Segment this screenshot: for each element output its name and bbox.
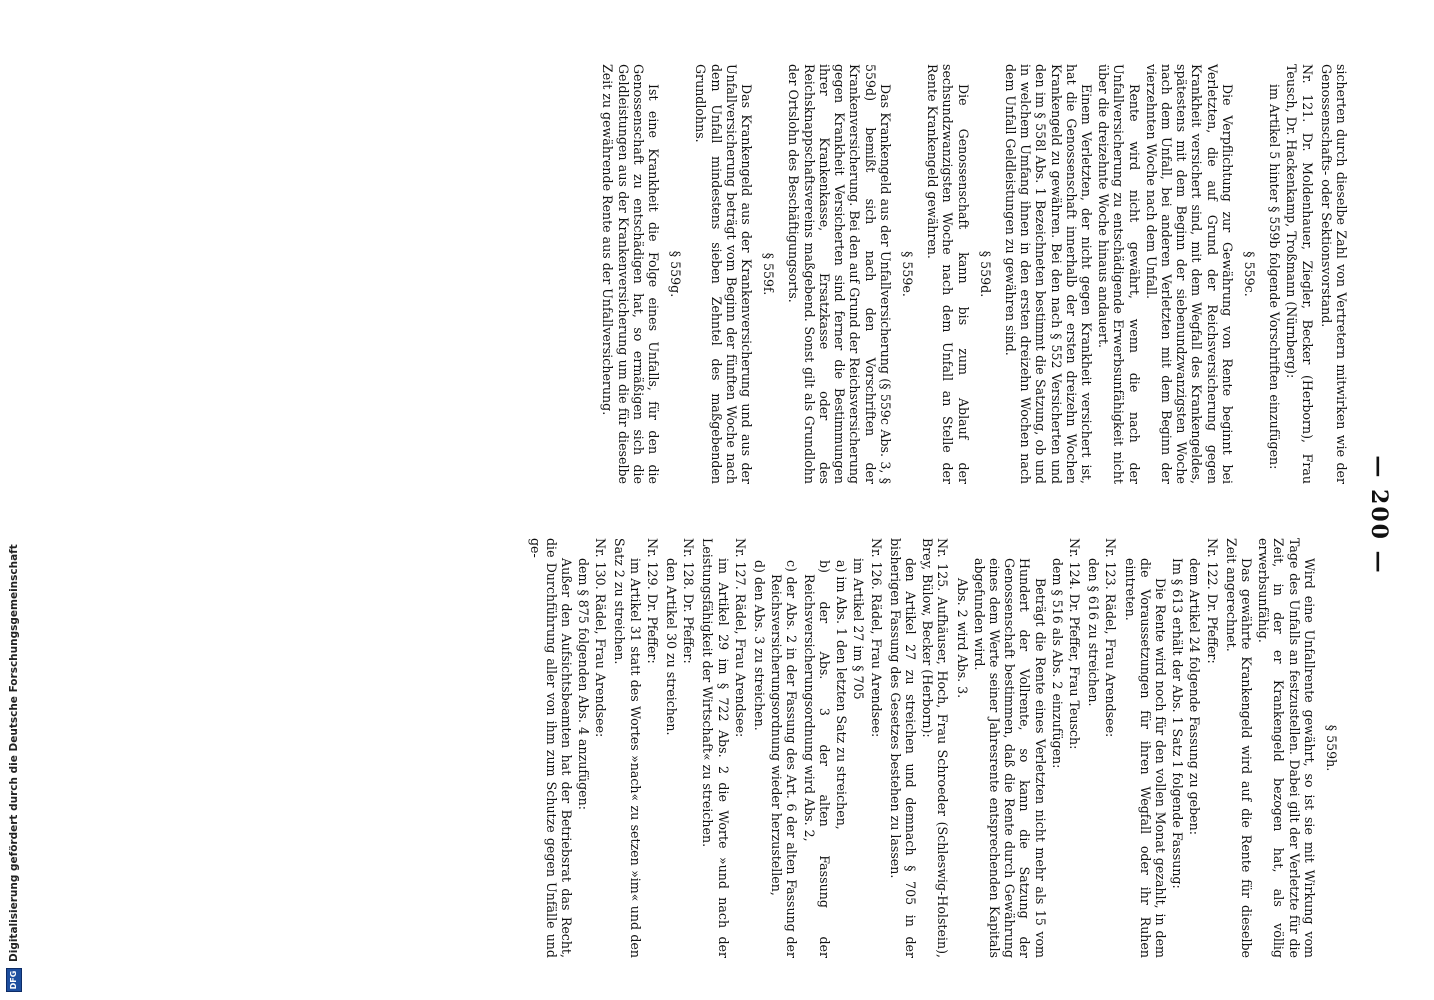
motion-header: Nr. 123. Rädel, Frau Arendsee: bbox=[1103, 538, 1119, 738]
motion-header: Nr. 129. Dr. Pfeffer: bbox=[644, 538, 660, 664]
motion-header: Nr. 121. Dr. Moldenhauer, Ziegler, Becker (Herborn), Frau Teusch, Dr. Hackenkamp, Troßmann (Nürnberg): bbox=[1284, 64, 1315, 484]
section-heading: § 559e. bbox=[899, 251, 915, 297]
body-paragraph: Außer den Aufsichtsbeamten hat der Betriebsrat das Recht, die Durchführung aller von ihm zum Schutze gegen Unfälle und ge- bbox=[528, 538, 574, 958]
motion-header: Nr. 126. Rädel, Frau Arendsee: bbox=[868, 538, 884, 738]
text-line: den Artikel 30 zu streichen. bbox=[664, 558, 680, 736]
section-heading: § 559c. bbox=[1241, 251, 1257, 297]
motion-header: Nr. 127. Rädel, Frau Arendsee: bbox=[732, 538, 748, 738]
section-heading: § 559g. bbox=[668, 250, 684, 298]
motion-header: Nr. 122. Dr. Pfeffer: bbox=[1204, 538, 1220, 664]
text-line: im Artikel 5 hinter § 559b folgende Vorschriften einzufügen: bbox=[1267, 84, 1283, 470]
motion-header: Nr. 124. Dr. Pfeffer, Frau Teusch: bbox=[1066, 538, 1082, 750]
motion-header: Nr. 130. Rädel, Frau Arendsee: bbox=[593, 538, 609, 738]
body-paragraph: Das gewährte Krankengeld wird auf die Rente für dieselbe Zeit angerechnet. bbox=[1223, 538, 1254, 958]
list-item: d) den Abs. 3 zu streichen. bbox=[752, 560, 768, 731]
text-line: dem § 875 folgenden Abs. 4 anzufügen: bbox=[576, 558, 592, 810]
body-paragraph: Wird eine Unfallrente gewährt, so ist sie mit Wirkung vom Tage des Unfalls an festzustellen. Dabei gilt der Verletzte für die Zeit, in der er Krankengeld bezogen hat, als völlig erwerbsunfähig. bbox=[1256, 538, 1317, 958]
motion-header: Nr. 125. Aufhäuser, Hoch, Frau Schroeder (Schleswig-Holstein), Brey, Bülow, Becker (Herborn): bbox=[920, 538, 951, 958]
body-paragraph: Rente wird nicht gewährt, wenn die nach der Unfallversicherung zu entschädigende Erwerbsunfähigkeit nicht über die dreizehnte Woche hinaus andauert. bbox=[1096, 64, 1142, 484]
left-text-column bbox=[598, 64, 1349, 484]
list-item: a) im Abs. 1 den letzten Satz zu streichen, bbox=[834, 560, 850, 830]
page-number: — 200 — bbox=[1366, 455, 1392, 575]
quoted-provision: Beträgt die Rente eines Verletzten nicht mehr als 15 vom Hundert der Vollrente, so kann die Satzung der Genossenschaft bestimmen, daß die Rente durch Gewährung eines dem Werte seiner Jahresrente entsprechenden Kapitals abgefunden wird. bbox=[971, 558, 1048, 958]
section-heading: § 559f. bbox=[761, 252, 777, 296]
dfg-logo: DFG bbox=[6, 968, 22, 992]
funding-note bbox=[0, 0, 28, 1000]
list-item: b) der Abs. 3 der alten Fassung der Reichsversicherungsordnung wird Abs. 2, bbox=[801, 560, 832, 958]
body-paragraph: Ist eine Krankheit die Folge eines Unfalls, für den die Genossenschaft zu entschädigen hat, so ermäßigen sich die Geldleistungen aus der Krankenversicherung um die für dieselbe Zeit zu gewährende Rente aus der Unfallversicherung. bbox=[600, 64, 662, 484]
text-line: den § 616 zu streichen. bbox=[1086, 558, 1102, 707]
body-paragraph: Die Genossenschaft kann bis zum Ablauf der sechsundzwanzigsten Woche nach dem Unfall an Stelle der Rente Krankengeld gewähren. bbox=[925, 64, 971, 484]
body-paragraph: Das Krankengeld aus der Unfallversicherung (§ 559c Abs. 3, § 559d) bemißt sich nach den Vorschriften der Krankenversicherung. Bei den auf Grund der Reichsversicherung gegen Krankheit Versicherten sind ferner die Bestimmungen ihrer Krankenkasse, Ersatzkasse oder des Reichsknappschaftsvereins maßgebend. Sonst gilt als Grundlohn der Ortslohn des Beschäftigungsorts. bbox=[786, 64, 893, 484]
text-line: im Artikel 31 statt des Wortes »nach« zu setzen »im« und den Satz 2 zu streichen. bbox=[612, 538, 643, 958]
section-heading: § 559d. bbox=[977, 250, 993, 298]
body-paragraph: Die Verpflichtung zur Gewährung von Rente beginnt bei Verletzten, die auf Grund der Reichsversicherung gegen Krankheit versichert sind, mit dem Wegfall des Krankengeldes, spätestens mit dem Beginn der siebenundzwanzigsten Woche nach dem Unfall, bei anderen Verletzten mit dem Beginn der vierzehnten Woche nach dem Unfall. bbox=[1143, 64, 1235, 484]
text-line: im Artikel 27 im § 705 bbox=[851, 558, 867, 700]
motion-header: Nr. 128. Dr. Pfeffer: bbox=[681, 538, 697, 664]
funding-note-text: Digitalisierung gefördert durch die Deutsche Forschungsgemeinschaft bbox=[8, 544, 20, 962]
quoted-provision: Abs. 2 wird Abs. 3. bbox=[954, 578, 970, 699]
text-line: den Artikel 27 zu streichen und demnach § 705 in der bisherigen Fassung des Gesetzes bestehen zu lassen. bbox=[887, 538, 918, 958]
body-paragraph: Einem Verletzten, der nicht gegen Krankheit versichert ist, hat die Genossenschaft innerhalb der ersten dreizehn Wochen Krankengeld zu gewähren. Bei den nach § 552 Versicherten und den im § 558l Abs. 1 Bezeichneten bestimmt die Satzung, ob und in welchem Umfang ihnen in den ersten dreizehn Wochen nach dem Unfall Geldleistungen zu gewähren sind. bbox=[1002, 64, 1094, 484]
text-line: dem § 516 als Abs. 2 einzufügen: bbox=[1049, 558, 1065, 769]
list-item: c) der Abs. 2 in der Fassung des Art. 6 der alten Fassung der Reichsversicherungsordnung wieder herzustellen, bbox=[769, 560, 800, 958]
right-text-column bbox=[526, 538, 1349, 958]
section-heading: § 559h. bbox=[1324, 724, 1339, 772]
text-line: dem Artikel 24 folgende Fassung zu geben: bbox=[1187, 558, 1203, 835]
continued-paragraph: sicherten durch dieselbe Zahl von Vertretern mitwirken wie der Genossenschafts- oder Sektionsvorstand. bbox=[1318, 64, 1349, 484]
text-line: im Artikel 29 im § 722 Abs. 2 die Worte »und nach der Leistungsfähigkeit der Wirtschaft« zu streichen. bbox=[700, 538, 731, 958]
body-paragraph: Im § 613 erhält der Abs. 1 Satz 1 folgende Fassung: bbox=[1170, 558, 1186, 889]
body-paragraph: Das Krankengeld aus der Krankenversicherung und aus der Unfallversicherung beträgt vom Beginn der fünften Woche nach dem Unfall mindestens sieben Zehntel des maßgebenden Grundlohns. bbox=[693, 64, 755, 484]
quoted-provision: Die Rente wird noch für den vollen Monat gezahlt, in dem die Voraussetzungen für ihren Wegfall oder ihr Ruhen eintreten. bbox=[1122, 558, 1168, 958]
